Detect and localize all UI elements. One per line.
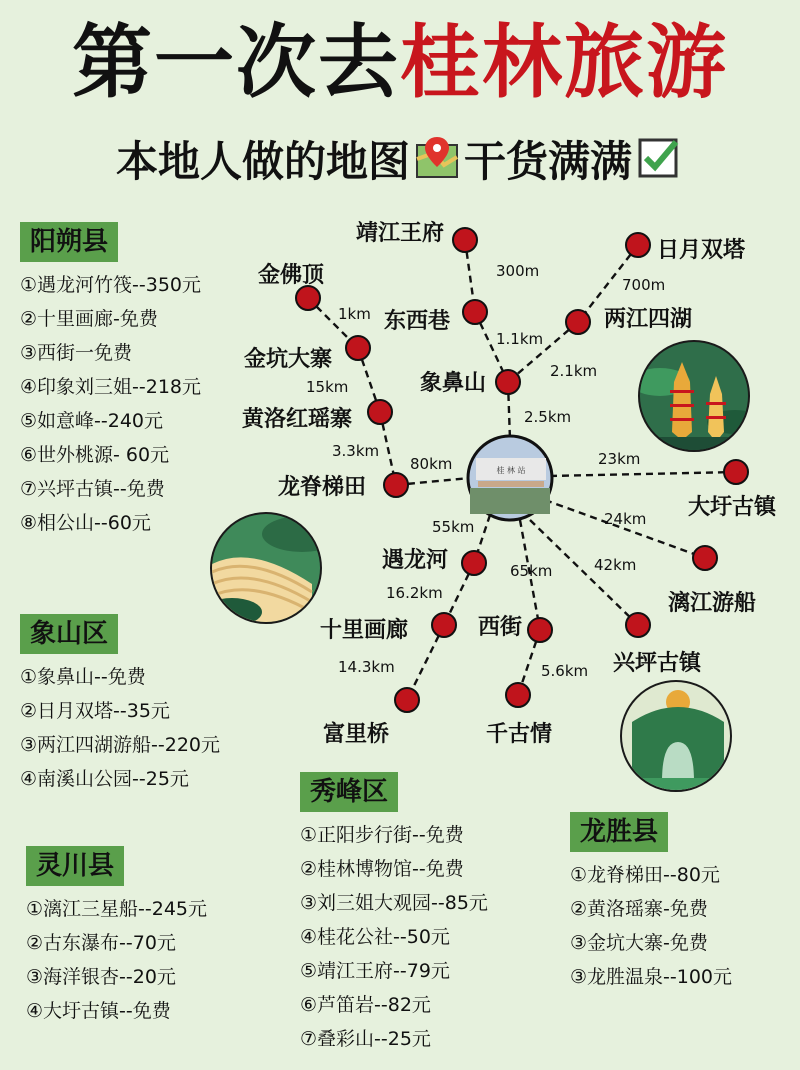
list-item: ④桂花公社--50元 — [300, 926, 450, 948]
distance-label: 80km — [410, 455, 453, 473]
section-title: 龙胜县 — [570, 812, 668, 852]
distance-label: 15km — [306, 378, 349, 396]
label-jingjiang: 靖江王府 — [356, 221, 445, 246]
label-huangluo: 黄洛红瑶寨 — [242, 407, 353, 432]
label-longji: 龙脊梯田 — [278, 475, 367, 500]
distance-label: 300m — [496, 262, 540, 280]
list-item: ⑤如意峰--240元 — [20, 410, 164, 432]
section-title: 象山区 — [20, 614, 118, 654]
price-list — [20, 660, 220, 796]
label-riyue: 日月双塔 — [657, 238, 746, 263]
distance-label: 65km — [510, 562, 553, 580]
distance-label: 16.2km — [386, 584, 443, 602]
node-daxu — [724, 460, 748, 484]
label-xingping: 兴坪古镇 — [613, 651, 702, 676]
price-list — [20, 268, 201, 540]
list-item: ①象鼻山--免费 — [20, 666, 146, 688]
section-xiangshan — [20, 614, 220, 796]
node-xiangbi — [496, 370, 520, 394]
node-liangjiang — [566, 310, 590, 334]
section-xiufeng — [300, 772, 488, 1056]
node-xingping — [626, 613, 650, 637]
distance-label: 1km — [338, 305, 371, 323]
list-item: ③刘三姐大观园--85元 — [300, 892, 488, 914]
node-qiangu — [506, 683, 530, 707]
distance-label: 42km — [594, 556, 637, 574]
list-item: ②日月双塔--35元 — [20, 700, 170, 722]
label-liangjiang: 两江四湖 — [604, 307, 693, 332]
label-qiangu: 千古情 — [486, 722, 553, 747]
list-item: ③龙胜温泉--100元 — [570, 966, 733, 988]
list-item: ②黄洛瑶寨-免费 — [570, 898, 708, 920]
node-yulong — [462, 551, 486, 575]
distance-label: 2.1km — [550, 362, 598, 380]
node-riyue — [626, 233, 650, 257]
label-jinfo: 金佛顶 — [258, 263, 325, 288]
list-item: ③西街一免费 — [20, 342, 133, 364]
section-yangshuo — [20, 222, 201, 540]
title-black: 第一次去 — [72, 16, 400, 109]
distance-label: 24km — [604, 510, 647, 528]
node-lijiang — [693, 546, 717, 570]
list-item: ③两江四湖游船--220元 — [20, 734, 221, 756]
subtitle-left: 本地人做的地图 — [115, 137, 410, 186]
distance-label: 3.3km — [332, 442, 380, 460]
station-sign: 桂 林 站 — [496, 466, 526, 475]
list-item: ①龙脊梯田--80元 — [570, 864, 720, 886]
route-line — [545, 500, 705, 558]
price-list — [570, 858, 732, 994]
list-item: ①正阳步行街--免费 — [300, 824, 464, 846]
label-dongxi: 东西巷 — [384, 309, 451, 334]
list-item: ③海洋银杏--20元 — [26, 966, 176, 988]
distance-label: 14.3km — [338, 658, 395, 676]
distance-label: 2.5km — [524, 408, 572, 426]
distance-label: 55km — [432, 518, 475, 536]
price-list — [26, 892, 207, 1028]
list-item: ②十里画廊-免费 — [20, 308, 158, 330]
label-yulong: 遇龙河 — [382, 548, 449, 573]
pagoda-illustration — [638, 340, 750, 452]
node-huangluo — [368, 400, 392, 424]
list-item: ④大圩古镇--免费 — [26, 1000, 171, 1022]
list-item: ②古东瀑布--70元 — [26, 932, 176, 954]
list-item: ④南溪山公园--25元 — [20, 768, 189, 790]
label-xijie: 西街 — [478, 615, 523, 640]
distance-label: 23km — [598, 450, 641, 468]
node-fuli — [395, 688, 419, 712]
node-shili — [432, 613, 456, 637]
node-jinkeng — [346, 336, 370, 360]
subtitle-right: 干货满满 — [464, 137, 633, 186]
list-item: ①漓江三星船--245元 — [26, 898, 208, 920]
list-item: ⑥世外桃源- 60元 — [20, 444, 170, 466]
distance-label: 700m — [622, 276, 666, 294]
section-longsheng — [570, 812, 732, 994]
distance-label: 1.1km — [496, 330, 544, 348]
list-item: ⑤靖江王府--79元 — [300, 960, 450, 982]
rock-arch-illustration — [620, 680, 732, 792]
list-item: ④印象刘三姐--218元 — [20, 376, 202, 398]
route-line — [550, 472, 736, 476]
list-item: ①遇龙河竹筏--350元 — [20, 274, 202, 296]
node-dongxi — [463, 300, 487, 324]
label-jinkeng: 金坑大寨 — [244, 347, 333, 372]
label-fuli: 富里桥 — [323, 722, 390, 747]
title-red: 桂林旅游 — [400, 16, 728, 109]
list-item: ②桂林博物馆--免费 — [300, 858, 464, 880]
label-lijiang: 漓江游船 — [668, 591, 757, 616]
list-item: ⑦兴坪古镇--免费 — [20, 478, 165, 500]
terrace-illustration — [210, 512, 322, 624]
price-list — [300, 818, 488, 1056]
node-longji — [384, 473, 408, 497]
node-jinfo — [296, 286, 320, 310]
guilin-station — [468, 436, 552, 520]
label-shili: 十里画廊 — [320, 618, 409, 643]
list-item: ③金坑大寨-免费 — [570, 932, 708, 954]
distance-label: 5.6km — [541, 662, 589, 680]
list-item: ⑥芦笛岩--82元 — [300, 994, 431, 1016]
label-xiangbi: 象鼻山 — [420, 371, 487, 396]
section-title: 秀峰区 — [300, 772, 398, 812]
section-title: 阳朔县 — [20, 222, 118, 262]
node-xijie — [528, 618, 552, 642]
section-lingchuan — [26, 846, 207, 1028]
section-title: 灵川县 — [26, 846, 124, 886]
label-daxu: 大圩古镇 — [688, 495, 777, 520]
node-jingjiang — [453, 228, 477, 252]
list-item: ⑧相公山--60元 — [20, 512, 151, 534]
list-item: ⑦叠彩山--25元 — [300, 1028, 431, 1050]
